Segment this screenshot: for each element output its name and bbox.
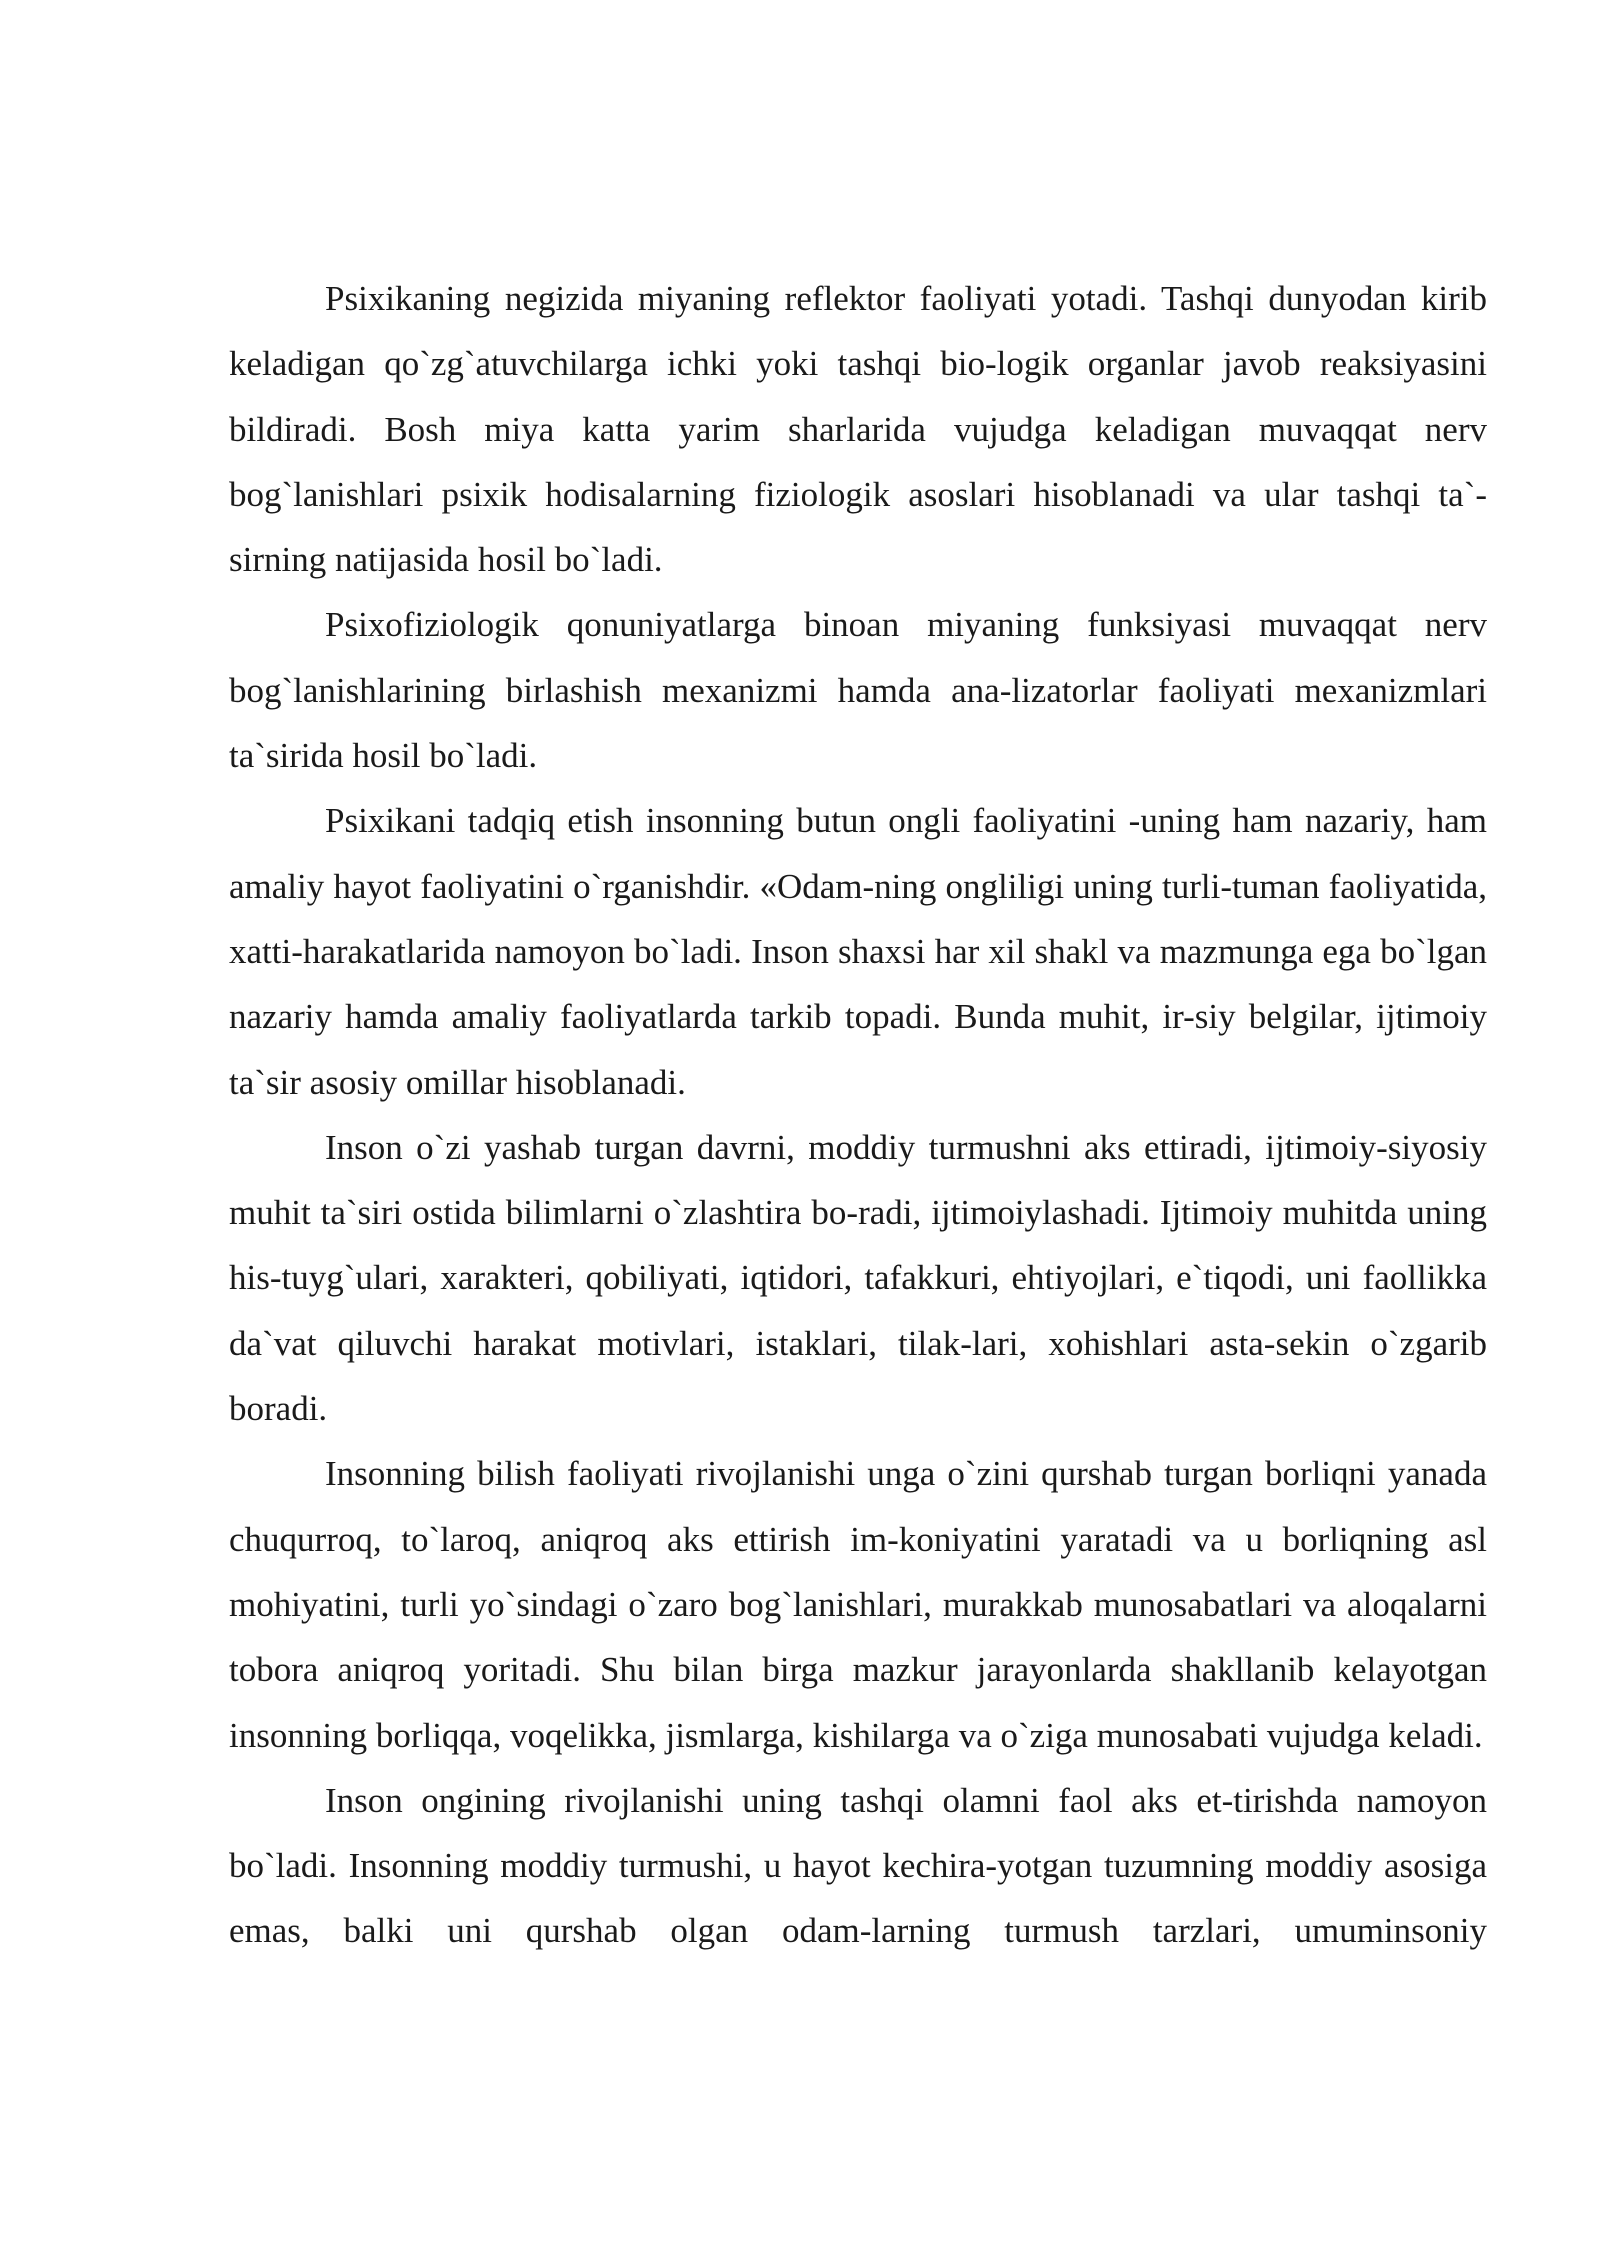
paragraph-5: Insonning bilish faoliyati rivojlanishi unga o`zini qurshab turgan borliqni yanada chuqurroq, to`laroq, aniqroq aks ettirish im-koniyatini yaratadi va u borliqning asl mohiyatini, turli yo`sindagi o`zaro bog`lanishlari, murakkab munosabatlari va aloqalarni tobora aniqroq yoritadi. Shu bilan birga mazkur jarayonlarda shakllanib kelayotgan insonning borliqqa, voqelikka, jismlarga, kishilarga va o`ziga munosabati vujudga keladi. [229, 1454, 1487, 1755]
paragraph-3: Psixikani tadqiq etish insonning butun ongli faoliyatini -uning ham nazariy, ham amaliy hayot faoliyatini o`rganishdir. «Odam-ning ongliligi uning turli-tuman faoliyatida, xatti-harakatlarida namoyon bo`ladi. Inson shaxsi har xil shakl va mazmunga ega bo`lgan nazariy hamda amaliy faoliyatlarda tarkib topadi. Bunda muhit, ir-siy belgilar, ijtimoiy ta`sir asosiy omillar hisoblanadi. [229, 801, 1487, 1102]
paragraph-4: Inson o`zi yashab turgan davrni, moddiy turmushni aks ettiradi, ijtimoiy-siyosiy muhit ta`siri ostida bilimlarni o`zlashtira bo-radi, ijtimoiylashadi. Ijtimoiy muhitda uning his-tuyg`ulari, xarakteri, qobiliyati, iqtidori, tafakkuri, ehtiyojlari, e`tiqodi, uni faollikka da`vat qiluvchi harakat motivlari, istaklari, tilak-lari, xohishlari asta-sekin o`zgarib boradi. [229, 1127, 1487, 1429]
paragraph-1: Psixikaning negizida miyaning reflektor faoliyati yotadi. Tashqi dunyodan kirib keladigan qo`zg`atuvchilarga ichki yoki tashqi bio-logik organlar javob reaksiyasini bildiradi. Bosh miya katta yarim sharlarida vujudga keladigan muvaqqat nerv bog`lanishlari psixik hodisalarning fiziologik asoslari hisoblanadi va ular tashqi ta`-sirning natijasida hosil bo`ladi. [229, 279, 1487, 580]
paragraph-6: Inson ongining rivojlanishi uning tashqi olamni faol aks et-tirishda namoyon bo`ladi. Insonning moddiy turmushi, u hayot kechira-yotgan tuzumning moddiy asosiga emas, balki uni qurshab olgan odam-larning turmush tarzlari, umuminsoniy [229, 1780, 1487, 1951]
body-text [229, 266, 1487, 1964]
paragraph-2: Psixofiziologik qonuniyatlarga binoan miyaning funksiyasi muvaqqat nerv bog`lanishlarining birlashish mexanizmi hamda ana-lizatorlar faoliyati mexanizmlari ta`sirida hosil bo`ladi. [229, 605, 1487, 776]
